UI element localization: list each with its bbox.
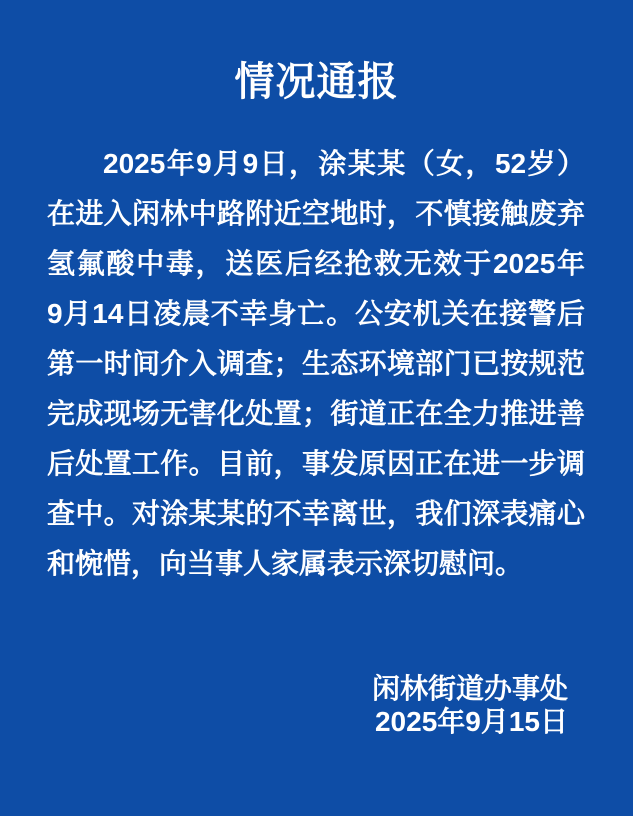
notice-body-line: 和惋惜，向当事人家属表示深切慰问。 (47, 548, 524, 579)
notice-body-line: 2025年9月9日，涂某某（女，52岁） (103, 148, 585, 179)
notice-body-line: 在进入闲林中路附近空地时，不慎接触废弃 (47, 198, 585, 229)
issue-date: 2025年9月15日 (374, 706, 568, 737)
notice-body-line: 后处置工作。目前，事发原因正在进一步调 (47, 448, 585, 479)
notice-body-line: 氢氟酸中毒，送医后经抢救无效于2025年 (47, 248, 585, 279)
notice-body-line: 9月14日凌晨不幸身亡。公安机关在接警后 (47, 298, 585, 329)
notice-body-line: 查中。对涂某某的不幸离世，我们深表痛心 (47, 498, 585, 529)
notice-signature (372, 672, 568, 738)
issuer-name: 闲林街道办事处 (371, 673, 568, 704)
notice-title: 情况通报 (234, 60, 399, 104)
notice-body (47, 139, 585, 589)
notice-body-line: 完成现场无害化处置；街道正在全力推进善 (47, 398, 585, 429)
notice-body-line: 第一时间介入调查；生态环境部门已按规范 (47, 348, 585, 379)
